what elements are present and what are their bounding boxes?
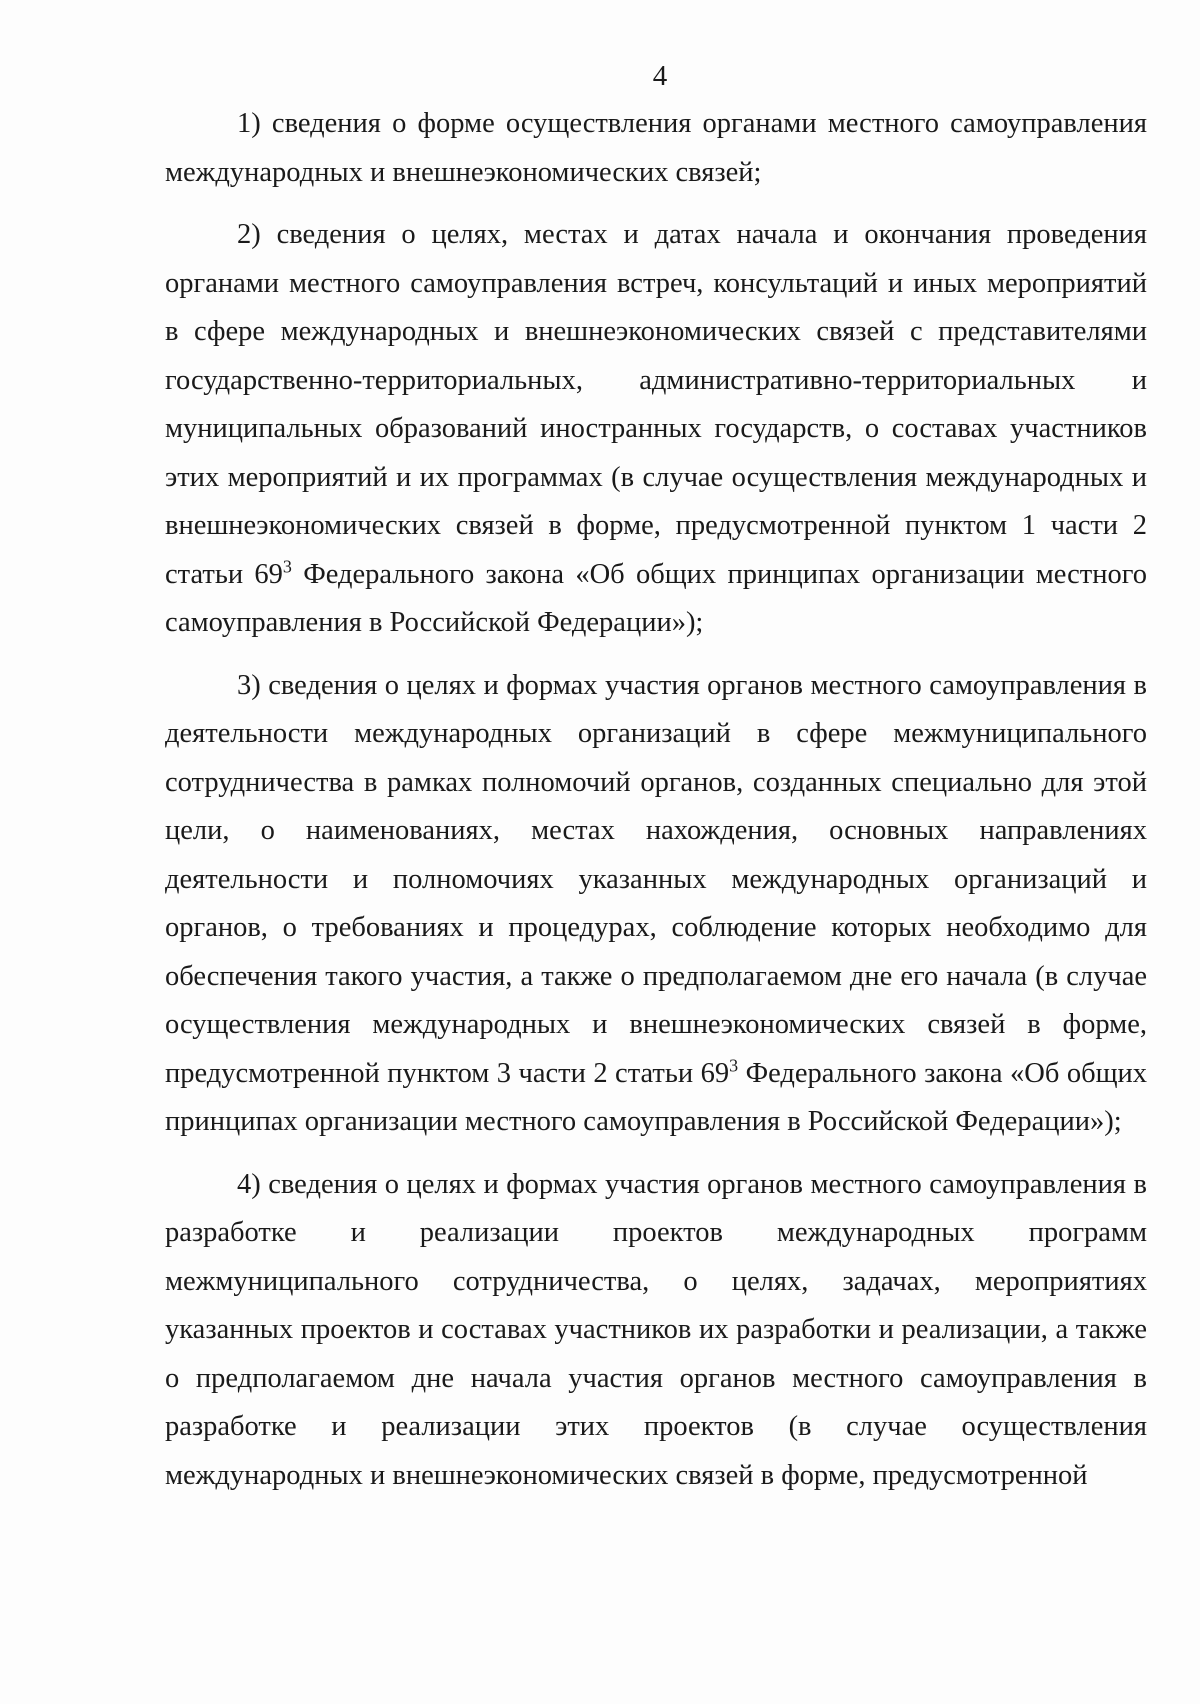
list-item-1	[165, 100, 1147, 197]
list-item-3	[165, 662, 1147, 1147]
list-item-text: 2) сведения о целях, местах и датах начала и окончания проведения органами местного самоуправления встреч, консультаций и иных мероприятий в сфере международных и внешнеэкономических связей с представителями государственно-территориальных, административно-территориальных и муниципальных образований иностранных государств, о составах участников этих мероприятий и их программах (в случае осуществления международных и внешнеэкономических связей в форме, предусмотренной пунктом 1 части 2 статьи 69	[165, 219, 1147, 590]
list-item-text: 4) сведения о целях и формах участия органов местного самоуправления в разработке и реализации проектов международных программ межмуниципального сотрудничества, о целях, задачах, мероприятиях указанных проектов и составах участников их разработки и реализации, а также о предполагаемом дне начала участия органов местного самоуправления в разработке и реализации этих проектов (в случае осуществления международных и внешнеэкономических связей в форме, предусмотренной	[165, 1168, 1147, 1491]
list-item-text-tail: Федерального закона «Об общих принципах организации местного самоуправления в Российской Федерации»);	[165, 1057, 1148, 1137]
article-superscript: 3	[282, 556, 292, 576]
page-number: 4	[652, 60, 668, 92]
document-body	[165, 100, 1147, 1500]
list-item-4	[165, 1161, 1147, 1501]
article-superscript: 3	[729, 1055, 739, 1075]
list-item-text: 3) сведения о целях и формах участия органов местного самоуправления в деятельности международных организаций в сфере межмуниципального сотрудничества в рамках полномочий органов, созданных специально для этой цели, о наименованиях, местах нахождения, основных направлениях деятельности и полномочиях указанных международных организаций и органов, о требованиях и процедурах, соблюдение которых необходимо для обеспечения такого участия, а также о предполагаемом дне его начала (в случае осуществления международных и внешнеэкономических связей в форме, предусмотренной пунктом 3 части 2 статьи 69	[165, 669, 1147, 1089]
list-item-text-tail: Федерального закона «Об общих принципах организации местного самоуправления в Российской Федерации»);	[165, 558, 1147, 638]
list-item-text: 1) сведения о форме осуществления органами местного самоуправления международных и внешнеэкономических связей;	[165, 108, 1147, 188]
list-item-2	[165, 211, 1147, 648]
